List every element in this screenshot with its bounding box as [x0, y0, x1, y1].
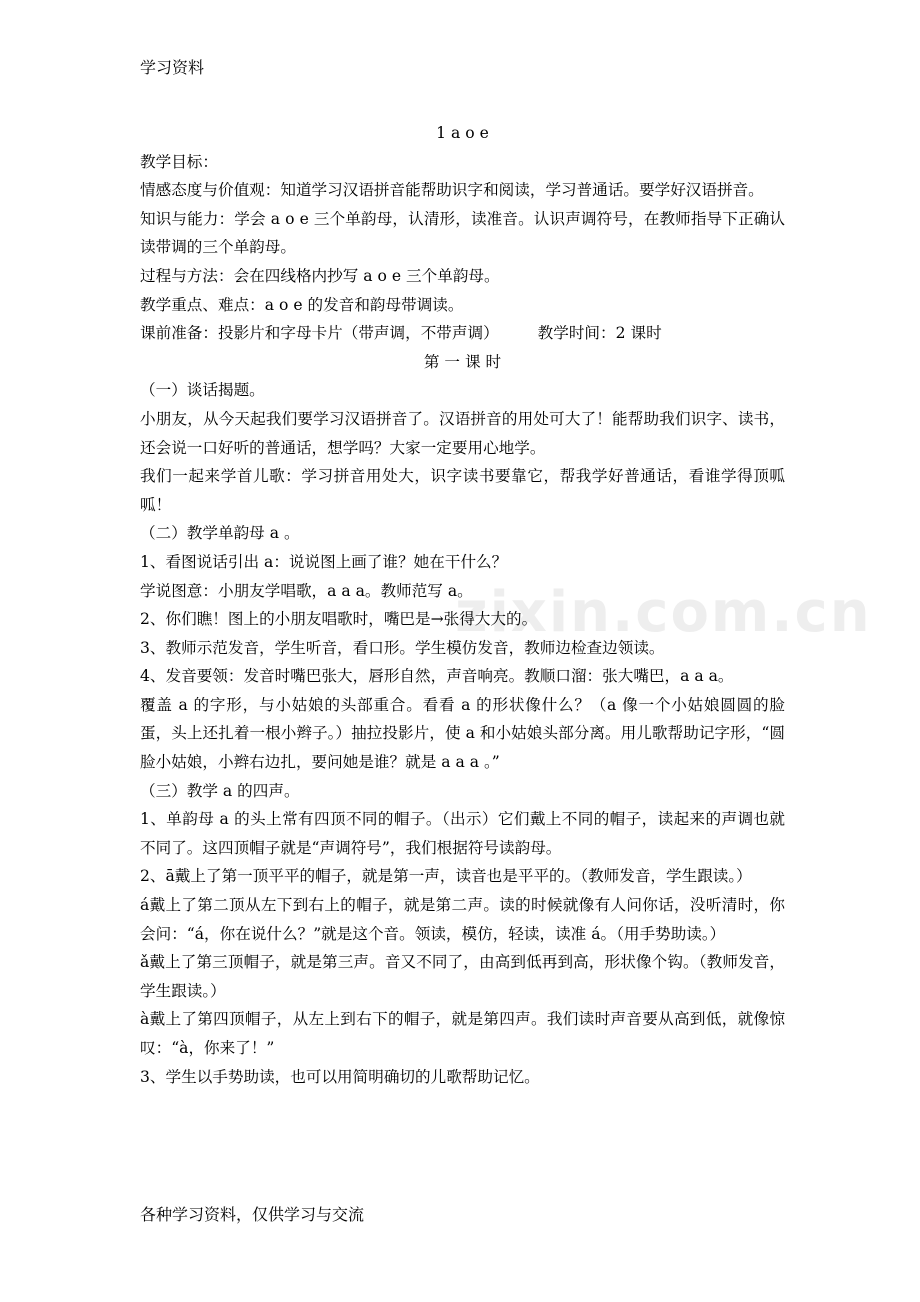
- page-header: 学习资料: [140, 58, 205, 77]
- page-footer: 各种学习资料，仅供学习与交流: [140, 1205, 365, 1224]
- goals-heading: 教学目标：: [140, 152, 218, 171]
- preparation: 课前准备：投影片和字母卡片（带声调，不带声调） 教学时间：2 课时: [140, 324, 662, 343]
- watermark: zixin.com.cn: [455, 580, 872, 645]
- paragraph: 3、教师示范发音，学生听音，看口形。学生模仿发音，教师边检查边领读。: [140, 638, 665, 657]
- paragraph: 3、学生以手势助读，也可以用简明确切的儿歌帮助记忆。: [140, 1067, 540, 1086]
- lesson-title: 1 a o e: [436, 124, 489, 142]
- process-goal: 过程与方法：会在四线格内抄写 a o e 三个单韵母。: [140, 266, 500, 285]
- paragraph: 4、发音要领：发音时嘴巴张大，唇形自然，声音响亮。教顺口溜：张大嘴巴，a a a。: [140, 667, 734, 686]
- paragraph: 我们一起来学首儿歌：学习拼音用处大，识字读书要靠它，帮我学好普通话，看谁学得顶呱呱！: [140, 467, 785, 514]
- key-points: 教学重点、难点：a o e 的发音和韵母带调读。: [140, 295, 464, 314]
- paragraph: 小朋友，从今天起我们要学习汉语拼音了。汉语拼音的用处可大了！能帮助我们识字、读书，还会说一口好听的普通话，想学吗？大家一定要用心地学。: [140, 409, 785, 457]
- paragraph: 覆盖 a 的字形，与小姑娘的头部重合。看看 a 的形状像什么？（a 像一个小姑娘圆圆的脸蛋，头上还扎着一根小辫子。）抽拉投影片，使 a 和小姑娘头部分离。用儿歌帮助记字形，“圆脸小姑娘，小辫右边扎，要问她是谁？就是 a a a 。”: [140, 695, 785, 772]
- paragraph: 学说图意：小朋友学唱歌，a a a。教师范写 a。: [140, 581, 473, 600]
- paragraph: （一）谈话揭题。: [140, 381, 265, 400]
- paragraph: （三）教学 a 的四声。: [140, 781, 300, 800]
- paragraph: ǎ戴上了第三顶帽子，就是第三声。音又不同了，由高到低再到高，形状像个钩。（教师发音，学生跟读。）: [140, 953, 785, 1000]
- emotion-goal: 情感态度与价值观：知道学习汉语拼音能帮助识字和阅读，学习普通话。要学好汉语拼音。: [140, 181, 764, 200]
- period-title: 第 一 课 时: [423, 352, 502, 371]
- paragraph: （二）教学单韵母 a 。: [140, 524, 300, 543]
- paragraph: 2、ā戴上了第一顶平平的帽子，就是第一声，读音也是平平的。（教师发音，学生跟读。）: [140, 867, 752, 886]
- paragraph: 1、单韵母 a 的头上常有四顶不同的帽子。（出示）它们戴上不同的帽子，读起来的声调也就不同了。这四顶帽子就是“声调符号”，我们根据符号读韵母。: [140, 810, 785, 857]
- paragraph: à戴上了第四顶帽子，从左上到右下的帽子，就是第四声。我们读时声音要从高到低，就像惊叹：“à，你来了！”: [140, 1010, 785, 1057]
- paragraph: 1、看图说话引出 a：说说图上画了谁？她在干什么？: [140, 552, 508, 571]
- knowledge-goal: 知识与能力：学会 a o e 三个单韵母，认清形，读准音。认识声调符号，在教师指导下正确认读带调的三个单韵母。: [140, 209, 785, 257]
- document-body: [140, 119, 785, 1091]
- paragraph: 2、你们瞧！图上的小朋友唱歌时，嘴巴是→张得大大的。: [140, 610, 538, 629]
- paragraph: á戴上了第二顶从左下到右上的帽子，就是第二声。读的时候就像有人问你话，没听清时，你会问：“á，你在说什么？”就是这个音。领读，模仿，轻读，读准 á。（用手势助读。）: [140, 896, 785, 943]
